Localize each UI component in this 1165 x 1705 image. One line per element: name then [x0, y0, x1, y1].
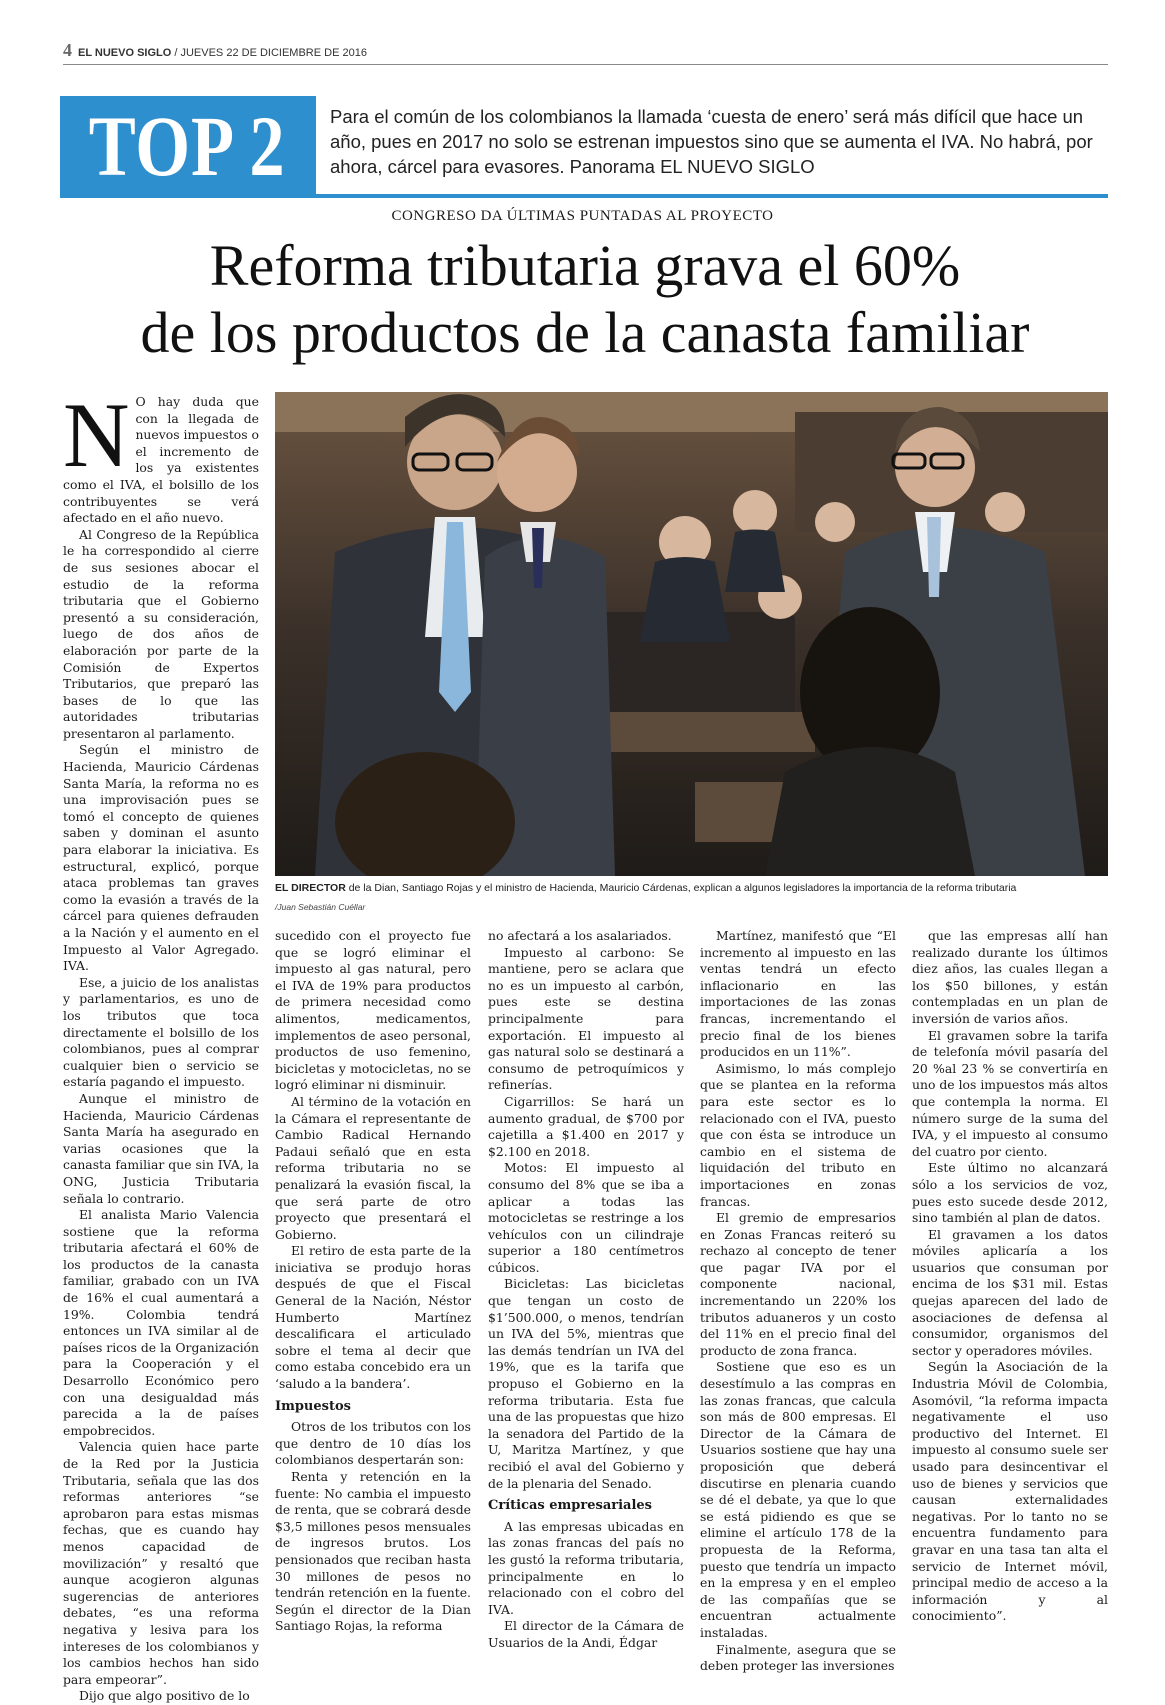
- article-paragraph: El gremio de empresarios en Zonas Francas reiteró su rechazo al concepto de tener que pagar IVA por el componente nacional, incrementando un 220% los tributos aduaneros y un costo del 11% en el precio final del producto de zona franca.: [700, 1210, 896, 1358]
- col5-paragraphs: [912, 928, 1108, 1625]
- drop-cap: N: [63, 384, 130, 486]
- article-paragraph: Ese, a juicio de los analistas y parlamentarios, es uno de los tributos que toca directamente el bolsillo de los colombianos, pues al comprar cualquier bien o servicio se estaría pagando el impuesto.: [63, 974, 259, 1090]
- article-column-3: [488, 928, 684, 1652]
- headline-line-1: Reforma tributaria grava el 60%: [209, 233, 961, 298]
- article-paragraph: no afectará a los asalariados.: [488, 928, 672, 943]
- col2-paragraphs: [275, 928, 471, 1393]
- article-paragraph: Impuesto al carbono: Se mantiene, pero se aclara que no es un impuesto al carbón, pues este se destina principalmente para exportación. El impuesto al gas natural solo se destinará a consumo de petroquímicos y refinerías.: [488, 944, 684, 1093]
- article-paragraph: Otros de los tributos con los que dentro de 10 días los colombianos despertarán son:: [275, 1419, 471, 1468]
- caption-lead: EL DIRECTOR: [275, 882, 346, 894]
- article-paragraph: El director de la Cámara de Usuarios de la Andi, Édgar: [488, 1618, 684, 1650]
- caption-text: de la Dian, Santiago Rojas y el ministro de Hacienda, Mauricio Cárdenas, explican a algunos legisladores la importancia de la reforma tributaria: [345, 882, 1017, 894]
- folio-rule: [63, 64, 1108, 65]
- article-paragraph: Asimismo, lo más complejo que se plantea en la reforma para este sector es lo relacionado con el IVA, puesto que con ésta se introduce un cambio en el sistema de liquidación del tributo en importaciones en zonas francas.: [700, 1060, 896, 1209]
- article-column-2: [275, 928, 471, 1635]
- article-paragraph: Sostiene que eso es un desestímulo a las compras en las zonas francas, que calcula son más de 800 empresas. El Director de la Cámara de Usuarios sostiene que hay una proposición que deberá discutirse en plenaria cuando se dé el debate, ya que lo que se está pidiendo es que se elimine el artículo 178 de la propuesta de la Reforma, puesto que tendría un impacto en la empresa y en el empleo de las compañías que se encuentran actualmente instaladas.: [700, 1359, 896, 1640]
- col4-paragraphs: [700, 928, 896, 1675]
- page-number: 4: [63, 40, 72, 60]
- kicker: CONGRESO DA ÚLTIMAS PUNTADAS AL PROYECTO: [391, 208, 774, 224]
- article-paragraph: Renta y retención en la fuente: No cambia el impuesto de renta, que se cobrará desde $3,5 millones pesos mensuales de ingresos brutos. Los pensionados que reciban hasta 30 millones de pesos no tendrán retención en la fuente. Según el director de la Dian Santiago Rojas, la reforma: [275, 1469, 471, 1634]
- photo-illustration: [275, 392, 1108, 876]
- top-badge: TOP 2: [60, 96, 314, 196]
- page-folio: [63, 40, 1108, 62]
- publication-date: / JUEVES 22 DE DICIEMBRE DE 2016: [171, 47, 367, 59]
- top-banner: [60, 96, 1108, 196]
- col1-paragraphs: [63, 384, 260, 1705]
- banner-underline: [60, 194, 1108, 198]
- headline-line-2: de los productos de la canasta familiar: [140, 300, 1030, 365]
- article-paragraph: Motos: El impuesto al consumo del 8% que se iba a aplicar a todas las motocicletas se restringe a los vehículos con un cilindraje superior a 180 centímetros cúbicos.: [488, 1160, 684, 1275]
- article-paragraph: Aunque el ministro de Hacienda, Mauricio Cárdenas Santa María ha asegurado en varias ocasiones que la canasta familiar que sin IVA, la ONG, Justicia Tributaria señala lo contrario.: [63, 1090, 259, 1206]
- col2b-paragraphs: [275, 1419, 471, 1635]
- article-paragraph: Según el ministro de Hacienda, Mauricio Cárdenas Santa María, la reforma no es una improvisación pues se tomó el concepto de quienes saben y dominan el asunto para elaborar la iniciativa. Es estructural, explicó, porque ataca problemas tan graves como la evasión a través de la cárcel para quienes defrauden a la Nación y el aumento en el Impuesto al Valor Agregado. IVA.: [63, 742, 259, 974]
- article-paragraph: O hay duda que con la llegada de nuevos impuestos o el incremento de los ya existentes como el IVA, el bolsillo de los contribuyentes se verá afectado en el año nuevo.: [63, 394, 260, 526]
- article-paragraph: El gravamen sobre la tarifa de telefonía móvil pasaría del 20 %al 23 % se convertiría en uno de los impuestos más altos que contempla la norma. El número surge de la suma del IVA, y el impuesto al consumo del cuatro por ciento.: [912, 1027, 1108, 1159]
- banner-divider: [315, 96, 316, 196]
- article-paragraph: Valencia quien hace parte de la Red por la Justicia Tributaria, señala que las dos reformas anteriores “se aprobaron para estas mismas fechas, que es cuando hay menos capacidad de movilización” y resaltó que aunque acogieron algunas sugerencias de anteriores debates, “es una reforma negativa y lesiva para los intereses de los colombianos y los cambios hechos han sido para empeorar”.: [63, 1439, 259, 1687]
- article-paragraph: Bicicletas: Las bicicletas que tengan un costo de $1’500.000, o menos, tendrían un IVA del 5%, mientras que las demás tendrían un IVA del 19%, que es la tarifa que propuso el Gobierno en la reforma tributaria. Esta fue una de las propuestas que hizo la senadora del Partido de la U, Maritza Martínez, y que recibió el aval del Gobierno y de la plenaria del Senado.: [488, 1276, 684, 1491]
- top-intro: Para el común de los colombianos la llamada ‘cuesta de enero’ será más difícil que hace un año, pues en 2017 no solo se estrenan impuestos sino que se aumenta el IVA. No habrá, por ahora, cárcel para evasores. Panorama EL NUEVO SIGLO: [330, 106, 1093, 177]
- article-column-5: [912, 928, 1108, 1625]
- subhead-impuestos: Impuestos: [275, 1398, 351, 1414]
- article-paragraph: A las empresas ubicadas en las zonas francas del país no les gustó la reforma tributaria, principalmente en lo relacionado con el cobro del IVA.: [488, 1518, 684, 1617]
- article-paragraph: Según la Asociación de la Industria Móvil de Colombia, Asomóvil, “la reforma impacta negativamente el uso productivo del Internet. El impuesto al consumo suele ser usado para desincentivar el uso de bienes y servicios que causan externalidades negativas. Por lo tanto no se encuentra fundamento para gravar en una tasa tan alta el servicio de Internet móvil, principal medio de acceso a la información y al conocimiento”.: [912, 1359, 1108, 1624]
- subhead-criticas: Críticas empresariales: [488, 1498, 652, 1514]
- article-paragraph: Este último no alcanzará sólo a los servicios de voz, pues esto sucede desde 2012, sino también al plan de datos.: [912, 1160, 1108, 1226]
- article-paragraph: sucedido con el proyecto fue que se logró eliminar el impuesto al gas natural, pero el IVA de 19% para productos de primera necesidad como alimentos, medicamentos, implementos de aseo personal, productos de uso femenino, bicicletas y motocicletas, no se logró eliminar ni disminuir.: [275, 928, 471, 1093]
- article-paragraph: Cigarrillos: Se hará un aumento gradual, de $700 por cajetilla a $1.400 en 2017 y $2.100 en 2018.: [488, 1093, 684, 1159]
- article-paragraph: Al Congreso de la República le ha correspondido al cierre de sus sesiones abocar el estudio de la reforma tributaria que el Gobierno presentó a su consideración, luego de dos años de elaboración por parte de la Comisión de Expertos Tributarios, que preparó las bases de lo que las autoridades tributarias presentaron al parlamento.: [63, 526, 259, 741]
- article-paragraph: Finalmente, asegura que se deben proteger las inversiones: [700, 1641, 896, 1674]
- article-paragraph: Al término de la votación en la Cámara el representante de Cambio Radical Hernando Padaui señaló que en esta reforma tributaria no se penalizará la evasión fiscal, la que será parte de otro proyecto que presentará el Gobierno.: [275, 1093, 471, 1242]
- article-paragraph: El gravamen a los datos móviles aplicaría a los usuarios que consuman por encima de los $31 mil. Estas quejas aparecen del lado de asociaciones de defensa al consumidor, organismos del sector y operadores móviles.: [912, 1226, 1108, 1358]
- article-column-4: [700, 928, 896, 1675]
- article-column-1: [63, 384, 260, 1705]
- article-paragraph: El analista Mario Valencia sostiene que la reforma tributaria afectará el 60% de los productos de la canasta familiar, grabado con un IVA de 16% el cual aumentará a 19%. Colombia tendrá entonces un IVA similar al de países ricos de la Organización para la Cooperación y el Desarrollo Económico pero con una desigualdad más parecida a la de países empobrecidos.: [63, 1207, 259, 1438]
- publication-name: EL NUEVO SIGLO: [78, 47, 172, 59]
- col3-paragraphs: [488, 928, 684, 1492]
- article-paragraph: Dijo que algo positivo de lo: [79, 1688, 250, 1704]
- photo-caption: [275, 882, 1108, 894]
- article-paragraph: El retiro de esta parte de la iniciativa se produjo horas después de que el Fiscal General de la Nación, Néstor Humberto Martínez descalificara el articulado sobre el tema al decir que como estaba concebido era un ‘saludo a la bandera’.: [275, 1243, 471, 1392]
- article-paragraph: que las empresas allí han realizado durante los últimos diez años, las cuales llegan a los $50 billones, y están contempladas en un plan de inversión de varios años.: [912, 928, 1108, 1026]
- photo-credit: /Juan Sebastián Cuéllar: [275, 902, 366, 912]
- headline: [60, 232, 1110, 366]
- article-photo: [275, 392, 1108, 876]
- col3b-paragraphs: [488, 1519, 684, 1652]
- article-paragraph: Martínez, manifestó que “El incremento al impuesto en las ventas tendrá un efecto inflacionario en las importaciones de las zonas francas, incrementando el precio final de los bienes producidos en un 11%”.: [700, 928, 896, 1060]
